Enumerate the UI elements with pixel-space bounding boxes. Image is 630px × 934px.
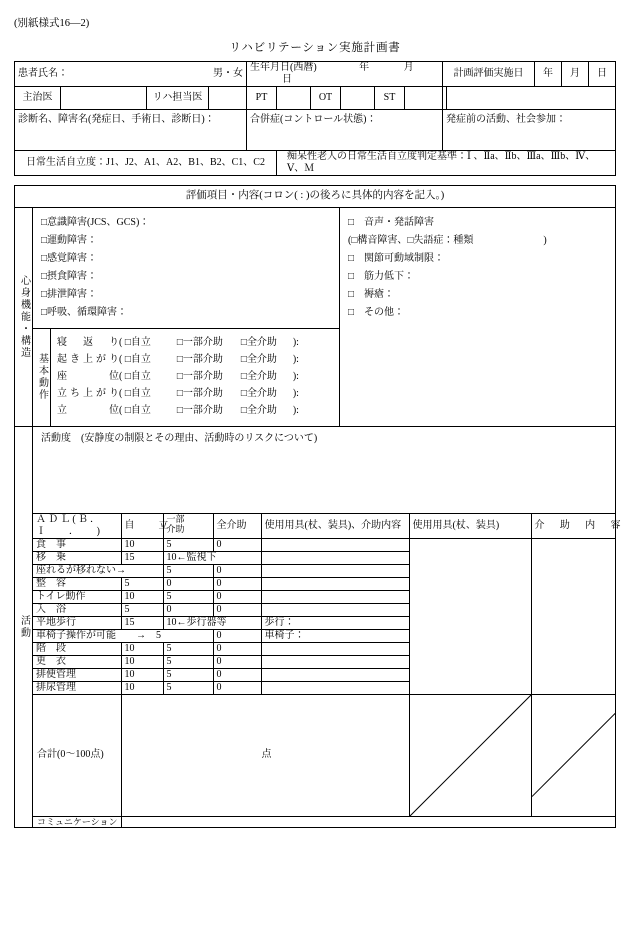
adl-device-assist-note[interactable]: 歩行：	[261, 616, 409, 629]
adl-device-assist-note[interactable]	[261, 655, 409, 668]
adl-score-full[interactable]: 0	[213, 629, 261, 642]
adl-row-name: 食 事	[33, 538, 121, 551]
adl-device-assist-note[interactable]	[261, 642, 409, 655]
adl-score-partial[interactable]: 5	[163, 655, 213, 668]
adl-score-independent[interactable]: 15	[121, 616, 163, 629]
adl-score-independent[interactable]: 5	[121, 577, 163, 590]
eval-year-unit[interactable]: 年	[535, 61, 562, 86]
dementia-independence-cell[interactable]: 痴呆性老人の日常生活自立度判定基準：Ⅰ 、Ⅱa、Ⅱb、Ⅲa、Ⅲb、Ⅳ、Ⅴ、Ｍ	[277, 150, 616, 175]
pre-onset-activity-cell[interactable]: 発症前の活動、社会参加：	[443, 109, 616, 150]
adl-score-full[interactable]: 0	[213, 590, 261, 603]
adl-score-partial[interactable]: 5	[163, 668, 213, 681]
patient-name-cell[interactable]	[15, 61, 247, 86]
activity-freetext-row	[33, 427, 615, 514]
adl-row-name: 移 乗	[33, 551, 121, 564]
diagnosis-cell[interactable]: 診断名、障害名(発症日、手術日、診断日)：	[15, 109, 247, 150]
pt-label: PT	[247, 86, 277, 109]
eval-month-unit[interactable]: 月	[562, 61, 589, 86]
check-pressure-ulcer[interactable]: □ 褥瘡：	[348, 288, 395, 300]
adl-device-assist-note[interactable]	[261, 590, 409, 603]
adl-score-partial[interactable]: 5	[163, 642, 213, 655]
st-label: ST	[375, 86, 405, 109]
row-staff	[15, 86, 616, 109]
adl-score-independent[interactable]: 10	[121, 642, 163, 655]
rehab-doctor-label: リハ担当医	[147, 86, 209, 109]
activity-level-freetext[interactable]: 活動度 (安静度の制限とその理由、活動時のリスクについて)	[33, 427, 615, 514]
basic-movement-list	[51, 328, 340, 426]
adl-score-independent[interactable]: 15	[121, 551, 163, 564]
adl-score-partial-merged[interactable]: 10←歩行器等	[163, 616, 261, 629]
adl-col-full-assist: 全介助	[213, 513, 261, 538]
row-patient-name	[15, 61, 616, 86]
adl-score-partial-merged[interactable]: 10←監視下	[163, 551, 261, 564]
check-other[interactable]: □ その他：	[348, 306, 405, 318]
pt-input[interactable]	[277, 86, 311, 109]
patient-header-table	[14, 61, 616, 176]
adl-score-independent[interactable]: 10	[121, 681, 163, 694]
check-rom-limitation[interactable]: □ 関節可動域制限：	[348, 252, 445, 264]
communication-label: コミュニケーション	[33, 816, 121, 827]
check-sensory[interactable]: □感覚障害：	[41, 252, 98, 264]
st-input[interactable]	[405, 86, 443, 109]
check-consciousness[interactable]: □意識障害(JCS、GCS)：	[41, 216, 150, 228]
adl-score-independent[interactable]: 10	[121, 655, 163, 668]
page-title: リハビリテーション実施計画書	[229, 41, 401, 54]
check-excretion[interactable]: □排泄障害：	[41, 288, 98, 300]
check-respiratory-circulatory[interactable]: □呼吸、循環障害：	[41, 306, 128, 318]
adl-device-assist-note[interactable]	[261, 564, 409, 577]
adl-device-assist-note[interactable]	[261, 681, 409, 694]
dob-day-unit: 日	[282, 73, 292, 85]
bm-sitting-up[interactable]: 起き上がり( □自立 □一部介助 □全介助 ):	[57, 354, 299, 366]
patient-name-label: 患者氏名：	[18, 67, 68, 79]
adl-score-partial[interactable]: 0	[163, 603, 213, 616]
adl-device-assist-note[interactable]: 車椅子：	[261, 629, 409, 642]
adl-score-independent[interactable]: 10	[121, 668, 163, 681]
adl-score-independent[interactable]: 5	[121, 603, 163, 616]
row-activity-block	[15, 426, 616, 828]
adl-score-independent[interactable]: 10	[121, 590, 163, 603]
adl-device-assist-note[interactable]	[261, 551, 409, 564]
adl-total-label: 合計(0〜100点)	[33, 694, 121, 816]
adl-score-full[interactable]: 0	[213, 564, 261, 577]
adl-score-full[interactable]: 0	[213, 681, 261, 694]
adl-score-partial[interactable]: 0	[163, 577, 213, 590]
staff-free-cell[interactable]	[447, 86, 616, 109]
adl-row-name: 階 段	[33, 642, 121, 655]
eval-day-unit[interactable]: 日	[589, 61, 616, 86]
attending-doctor-label: 主治医	[15, 86, 61, 109]
adl-score-partial[interactable]: 5	[163, 564, 213, 577]
activity-inner-table	[33, 427, 621, 828]
check-eating[interactable]: □摂食障害：	[41, 270, 98, 282]
adl-device-assist-note[interactable]	[261, 538, 409, 551]
table-row	[33, 538, 615, 551]
eval-date-label-cell: 計画評価実施日	[443, 61, 535, 86]
activity-vertical-label: 活動	[15, 426, 33, 828]
adl-col-name: ＡＤＬ(Ｂ．Ｉ．)	[33, 513, 121, 538]
row-impairments	[15, 207, 616, 328]
row-diagnosis	[15, 109, 616, 150]
adl-total-unit: 点	[261, 749, 272, 761]
attending-doctor-input[interactable]	[61, 86, 147, 109]
rehab-doctor-input[interactable]	[209, 86, 247, 109]
communication-value[interactable]	[121, 816, 615, 827]
dob-cell[interactable]	[247, 61, 443, 86]
adl-col-device-and-assist: 使用用具(杖、装具)、介助内容	[261, 513, 409, 538]
adl-score-full[interactable]: 0	[213, 538, 261, 551]
adl-col-device: 使用用具(杖、装具)	[409, 513, 531, 538]
adl-total-device-crossed	[409, 694, 531, 816]
body-function-vertical-label: 心身機能・構造	[15, 207, 33, 426]
adl-score-full[interactable]: 0	[213, 603, 261, 616]
sex-label[interactable]: 男・女	[213, 67, 243, 79]
adl-score-partial[interactable]: 5	[163, 590, 213, 603]
form-page	[0, 18, 630, 934]
adl-col-assist-detail: 介助内容	[531, 513, 615, 538]
adl-row-name: 入 浴	[33, 603, 121, 616]
adl-score-partial[interactable]: 5	[163, 681, 213, 694]
bm-rolling[interactable]: 寝返り( □自立 □一部介助 □全介助 ):	[57, 337, 299, 349]
check-speech[interactable]: □ 音声・発話障害	[348, 216, 435, 228]
evaluation-section-title-row	[15, 185, 616, 207]
adl-row-name: 車椅子操作が可能 → 5	[33, 629, 213, 642]
adl-score-full[interactable]: 0	[213, 655, 261, 668]
bm-standing-up[interactable]: 立ち上がり( □自立 □一部介助 □全介助 ):	[57, 388, 299, 400]
adl-total-assist-crossed	[531, 694, 615, 816]
adl-device-column-cell[interactable]	[409, 538, 531, 694]
adl-device-assist-note[interactable]	[261, 603, 409, 616]
row-independence	[15, 150, 616, 175]
adl-score-full[interactable]: 0	[213, 577, 261, 590]
adl-independence-cell[interactable]: 日常生活自立度：J1、J2、A1、A2、B1、B2、C1、C2	[15, 150, 277, 175]
adl-row-name: トイレ動作	[33, 590, 121, 603]
adl-score-partial[interactable]: 5	[163, 538, 213, 551]
check-muscle-weakness[interactable]: □ 筋力低下：	[348, 270, 415, 282]
bm-standing-position[interactable]: 立位( □自立 □一部介助 □全介助 ):	[57, 405, 299, 417]
check-motor[interactable]: □運動障害：	[41, 234, 98, 246]
dob-label: 生年月日(西暦)	[250, 61, 317, 73]
evaluation-section-title: 評価項目・内容(コロン( : )の後ろに具体的内容を記入。)	[15, 185, 616, 207]
adl-col-independent: 自立	[121, 513, 163, 538]
evaluation-table	[14, 185, 621, 829]
impairment-right-column	[340, 207, 616, 426]
dob-month-unit: 月	[403, 61, 414, 73]
impairment-left-column	[33, 207, 340, 328]
adl-row-name: 座れるが移れない→	[33, 564, 163, 577]
adl-row-name: 平地歩行	[33, 616, 121, 629]
adl-row-name: 整 容	[33, 577, 121, 590]
adl-score-full[interactable]: 0	[213, 642, 261, 655]
dob-year-unit: 年	[359, 61, 370, 73]
ot-label: OT	[311, 86, 341, 109]
check-dysarthria-aphasia[interactable]: (□構音障害、□失語症：種類 )	[348, 234, 547, 246]
adl-score-full[interactable]: 0	[213, 668, 261, 681]
ot-input[interactable]	[341, 86, 375, 109]
adl-device-assist-note[interactable]	[261, 668, 409, 681]
adl-score-independent[interactable]: 10	[121, 538, 163, 551]
form-number: (別紙様式16―2)	[14, 18, 90, 29]
adl-row-name: 排尿管理	[33, 681, 121, 694]
comorbidity-cell[interactable]: 合併症(コントロール状態)：	[247, 109, 443, 150]
bm-sitting-position[interactable]: 座位( □自立 □一部介助 □全介助 ):	[57, 371, 299, 383]
adl-total-row	[33, 694, 615, 816]
adl-row-name: 排便管理	[33, 668, 121, 681]
adl-total-value[interactable]	[121, 694, 409, 816]
adl-header-row	[33, 513, 615, 538]
adl-row-name: 更 衣	[33, 655, 121, 668]
activity-block-cell	[33, 426, 621, 828]
basic-movement-vertical-label: 基本動作	[33, 328, 51, 426]
adl-device-assist-note[interactable]	[261, 577, 409, 590]
communication-row	[33, 816, 615, 827]
adl-col-partial-assist: 一部 介助	[163, 513, 213, 538]
adl-assist-detail-column-cell[interactable]	[531, 538, 615, 694]
